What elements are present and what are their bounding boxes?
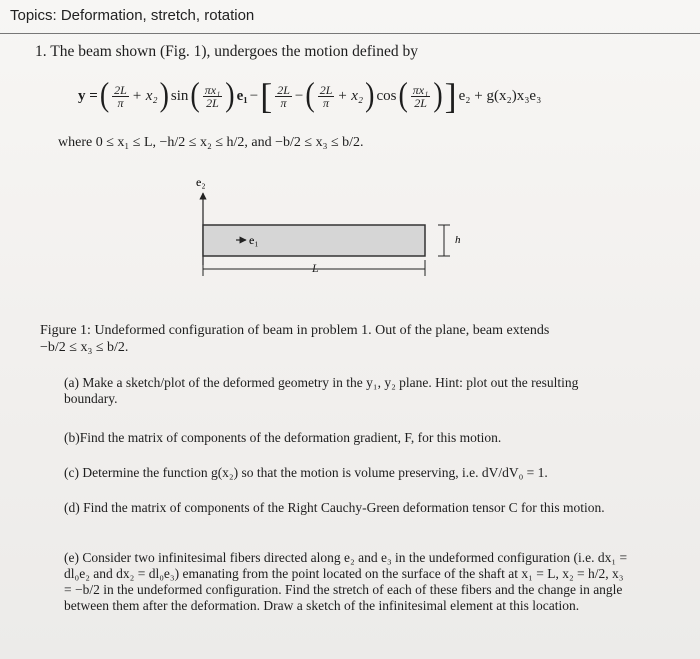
topics-heading: Topics: Deformation, stretch, rotation (10, 7, 255, 24)
eq-tail: e₂ + g(x₂)x₃e₃ (458, 87, 542, 104)
eq-frac-3-num: 2L (277, 82, 290, 97)
eq-paren-open-4: ( (398, 76, 408, 114)
eq-bracket-close: ] (444, 76, 457, 116)
h-label: h (455, 234, 461, 246)
part-b: (b)Find the matrix of components of the deformation gradient, F, for this motion. (64, 430, 502, 445)
eq-frac-5-num: πx₁ (412, 82, 429, 97)
eq-lhs: y = (78, 87, 98, 104)
domain-statement: where 0 ≤ x₁ ≤ L, −h/2 ≤ x₂ ≤ h/2, and −b/2 ≤ x₃ ≤ b/2. (58, 135, 364, 150)
eq-paren-open-2: ( (190, 76, 200, 114)
e1-label: e₁ (249, 233, 259, 247)
eq-paren-open: ( (99, 76, 110, 114)
eq-paren-close-3: ) (365, 76, 375, 114)
figure-caption (40, 322, 660, 356)
eq-frac-2-den: 2L (206, 95, 219, 110)
eq-frac-3-den: π (280, 95, 287, 110)
L-label: L (312, 261, 319, 275)
part-c: (c) Determine the function g(x₂) so that the motion is volume preserving, i.e. dV/dV₀ = 1. (64, 465, 548, 480)
part-e: (e) Consider two infinitesimal fibers directed along e₂ and e₃ in the undeformed configuration (i.e. dx₁ = dl₀e₂ and dx₂ = dl₀e₃) emanating from the point located on the surface of the shaft at x₁ = L, x₂ = h/2, x₃ = −b/2 in the undeformed configuration. Find the stretch of each of these fibers and the change in angle between them after the deformation. Draw a sketch of the infinitesimal element at this location. (64, 550, 628, 613)
part-a: (a) Make a sketch/plot of the deformed geometry in the y₁, y₂ plane. Hint: plot out the resulting boundary. (64, 375, 579, 406)
eq-frac-4-den: π (323, 95, 330, 110)
problem-intro: 1. The beam shown (Fig. 1), undergoes the motion defined by (35, 43, 418, 60)
figure-caption-line-2: −b/2 ≤ x₃ ≤ b/2. (40, 340, 129, 355)
figure-caption-line-1: Figure 1: Undeformed configuration of beam in problem 1. Out of the plane, beam extends (40, 323, 550, 338)
eq-cos: cos (376, 87, 397, 104)
eq-paren-open-3: ( (305, 76, 315, 114)
eq-paren-close: ) (159, 76, 169, 114)
eq-e1: e₁ (236, 87, 248, 104)
part-d: (d) Find the matrix of components of the Right Cauchy-Green deformation tensor C for this motion. (64, 500, 605, 515)
eq-frac-4-num: 2L (319, 82, 333, 97)
eq-sin: sin (170, 87, 189, 104)
eq-plus-x2: + x₂ (131, 87, 158, 104)
eq-minus: − (249, 87, 259, 104)
eq-plus-x2-b: + x₂ (337, 87, 364, 104)
eq-minus-2: − (294, 87, 304, 104)
eq-paren-close-4: ) (433, 76, 443, 114)
eq-paren-close-2: ) (225, 76, 235, 114)
eq-frac-1-den: π (117, 95, 124, 110)
eq-frac-5-den: 2L (414, 95, 427, 110)
e2-label: e₂ (196, 175, 206, 189)
eq-frac-1-num: 2L (114, 82, 127, 97)
eq-bracket-open: [ (260, 76, 273, 116)
eq-frac-2-num: πx₁ (204, 82, 221, 97)
